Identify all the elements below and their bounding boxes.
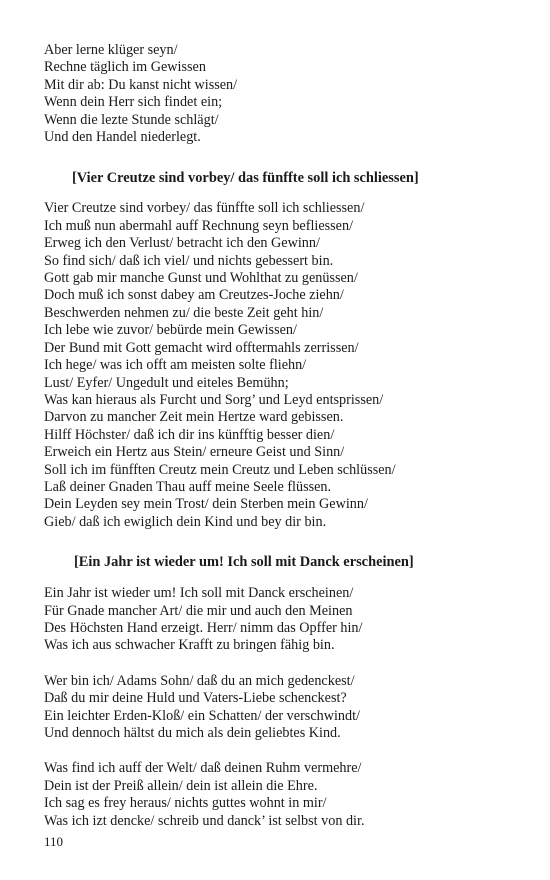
poem-heading: [Ein Jahr ist wieder um! Ich soll mit Danck erscheinen] [74,554,414,571]
verse-line: Ich muß nun abermahl auff Rechnung seyn befliessen/ [44,217,354,234]
verse-line: Beschwerden nehmen zu/ die beste Zeit geht hin/ [44,304,324,321]
page-number: 110 [44,834,64,849]
verse-line: Darvon zu mancher Zeit mein Hertze ward gebissen. [44,409,344,426]
verse-line: Erweich ein Hertz aus Stein/ erneure Geist und Sinn/ [44,444,345,461]
verse-line: Daß du mir deine Huld und Vaters-Liebe schenckest? [44,690,347,707]
verse-line: Ich lebe wie zuvor/ bebürde mein Gewissen/ [44,322,297,339]
verse-line: Aber lerne klüger seyn/ [44,42,178,58]
verse-line: Was kan hieraus als Furcht und Sorg’ und Leyd entsprissen/ [44,391,384,408]
verse-line: Gott gab mir manche Gunst und Wohlthat zu genüssen/ [44,270,358,287]
verse-line: Rechne täglich im Gewissen [44,59,206,76]
verse-line: Gieb/ daß ich ewiglich dein Kind und bey dir bin. [44,513,327,530]
verse-line: Wenn die lezte Stunde schlägt/ [44,111,219,128]
verse-line: So find sich/ daß ich viel/ und nichts gebessert bin. [44,252,334,269]
verse-line: Wer bin ich/ Adams Sohn/ daß du an mich gedenckest/ [44,672,355,689]
verse-line: Was ich izt dencke/ schreib und danck’ ist selbst von dir. [44,812,365,829]
verse-line: Dein Leyden sey mein Trost/ dein Sterben mein Gewinn/ [44,496,368,513]
verse-line: Und dennoch hältst du mich als dein geliebtes Kind. [44,725,341,741]
verse-line: Laß deiner Gnaden Thau auff meine Seele flüssen. [44,478,332,495]
verse-line: Doch muß ich sonst dabey am Creutzes-Joche ziehn/ [44,287,344,304]
poem-page [44,38,514,830]
poem-heading: [Vier Creutze sind vorbey/ das fünffte soll ich schliessen] [72,170,419,187]
verse-line: Soll ich im fünfften Creutz mein Creutz und Leben schlüssen/ [44,461,396,478]
verse-line: Vier Creutze sind vorbey/ das fünffte soll ich schliessen/ [44,200,365,217]
stanza-sonnet [44,200,514,531]
verse-line: Ein leichter Erden-Kloß/ ein Schatten/ der verschwindt/ [44,707,360,724]
verse-line: Hilff Höchster/ daß ich dir ins künfftig besser dien/ [44,426,335,443]
stanza-closing-lines [44,42,514,146]
verse-line: Des Höchsten Hand erzeigt. Herr/ nimm das Opffer hin/ [44,619,363,636]
verse-line: Was ich aus schwacher Krafft zu bringen fähig bin. [44,637,335,654]
stanza [44,673,514,743]
stanza [44,585,514,655]
verse-line: Erweg ich den Verlust/ betracht ich den Gewinn/ [44,235,320,252]
verse-line: Der Bund mit Gott gemacht wird offtermahls zerrissen/ [44,339,359,356]
verse-line: Und den Handel niederlegt. [44,129,201,146]
verse-line: Wenn dein Herr sich findet ein; [44,94,223,111]
verse-line: Ich hege/ was ich offt am meisten solte fliehn/ [44,357,307,374]
verse-line: Mit dir ab: Du kanst nicht wissen/ [44,76,238,93]
verse-line: Ein Jahr ist wieder um! Ich soll mit Danck erscheinen/ [44,585,354,602]
verse-line: Für Gnade mancher Art/ die mir und auch den Meinen [44,602,353,619]
verse-line: Dein ist der Preiß allein/ dein ist allein die Ehre. [44,777,318,794]
verse-line: Lust/ Eyfer/ Ungedult und eiteles Bemühn; [44,374,289,391]
verse-line: Ich sag es frey heraus/ nichts guttes wohnt in mir/ [44,795,327,812]
stanza [44,760,514,830]
verse-line: Was find ich auff der Welt/ daß deinen Ruhm vermehre/ [44,760,362,777]
